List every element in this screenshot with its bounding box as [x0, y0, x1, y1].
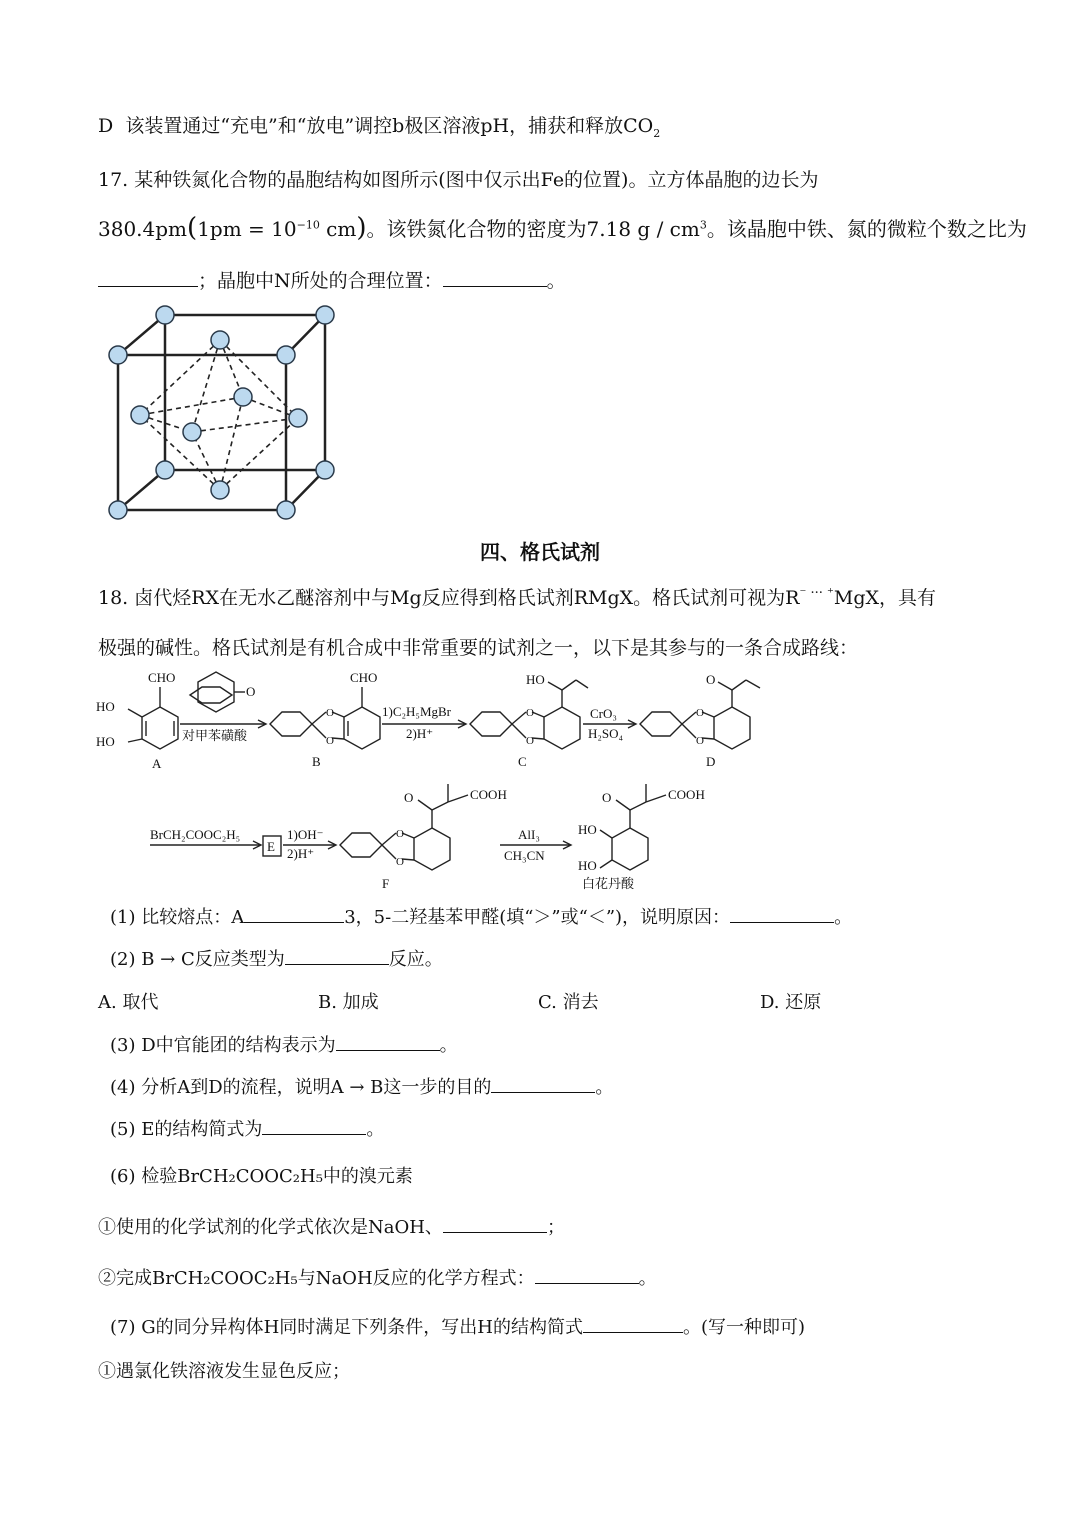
svg-text:2)H⁺: 2)H⁺	[406, 726, 434, 741]
fe-atom	[277, 346, 295, 364]
option-d-line: D 该装置通过“充电”和“放电”调控b极区溶液pH，捕获和释放$CO_2$	[98, 115, 661, 140]
svg-text:O: O	[246, 684, 256, 699]
fe-atom	[316, 461, 334, 479]
fe-atom	[183, 423, 201, 441]
q18-intro-line2: 极强的碱性。格氏试剂是有机合成中非常重要的试剂之一，以下是其参与的一条合成路线：	[98, 637, 859, 659]
option-d-text: 该装置通过“充电”和“放电”调控b极区溶液pH，捕获和释放CO	[125, 115, 654, 137]
fe-atom	[289, 409, 307, 427]
q18-part6-item2: ②完成BrCH₂COOC₂H₅与NaOH反应的化学方程式： 。	[98, 1265, 657, 1291]
svg-text:E: E	[267, 839, 275, 854]
svg-text:H₂SO₄: H₂SO₄	[588, 726, 624, 741]
answer-blank[interactable]	[443, 268, 547, 287]
fe-atom	[234, 388, 252, 406]
svg-text:C: C	[518, 754, 527, 769]
q18-part2: (2) B → C反应类型为 反应。	[110, 946, 443, 972]
fe-atom	[211, 331, 229, 349]
answer-blank[interactable]	[535, 1265, 639, 1284]
svg-text:AlI₃: AlI₃	[518, 827, 540, 842]
answer-blank[interactable]	[443, 1214, 547, 1233]
q18-part6-item1: ①使用的化学试剂的化学式依次是NaOH、 ；	[98, 1214, 565, 1240]
q18-part3: (3) D中官能团的结构表示为 。	[110, 1032, 458, 1058]
svg-text:HO: HO	[96, 734, 115, 749]
svg-text:BrCH₂COOC₂H₅: BrCH₂COOC₂H₅	[150, 827, 241, 842]
fe-atom	[277, 501, 295, 519]
crystal-cell-figure	[100, 300, 350, 525]
svg-text:COOH: COOH	[668, 787, 705, 802]
svg-text:F: F	[382, 876, 390, 891]
q18-part5: (5) E的结构简式为 。	[110, 1116, 384, 1142]
q17-line2: $380.4pm(1pm = 10^{-10}$ cm)。该铁氮化合物的密度为7.18 g / $cm^3$。该晶胞中铁、氮的微粒个数之比为	[98, 213, 1027, 243]
svg-text:COOH: COOH	[470, 787, 507, 802]
svg-text:HO: HO	[526, 672, 545, 687]
option-b[interactable]: B. 加成	[318, 992, 379, 1013]
svg-text:CHO: CHO	[350, 670, 378, 685]
answer-blank[interactable]	[285, 946, 389, 965]
q18-condition1: ①遇氯化铁溶液发生显色反应；	[98, 1361, 350, 1382]
svg-text:1)OH⁻: 1)OH⁻	[287, 827, 324, 842]
svg-text:O: O	[326, 707, 334, 719]
answer-blank[interactable]	[491, 1074, 595, 1093]
synthesis-scheme	[90, 662, 990, 897]
svg-text:O: O	[326, 735, 334, 747]
fe-atom	[109, 346, 127, 364]
section-title: 四、格氏试剂	[480, 540, 600, 564]
answer-blank[interactable]	[244, 904, 344, 923]
svg-text:对甲苯磺酸: 对甲苯磺酸	[182, 728, 248, 743]
svg-text:O: O	[396, 856, 404, 868]
answer-blank[interactable]	[336, 1032, 440, 1051]
answer-blank[interactable]	[262, 1116, 366, 1135]
option-d[interactable]: D. 还原	[760, 992, 822, 1013]
fe-atom	[211, 481, 229, 499]
answer-blank[interactable]	[98, 268, 198, 287]
q17-line3: ；晶胞中N所处的合理位置： 。	[98, 268, 566, 293]
svg-text:CrO₃: CrO₃	[590, 706, 617, 721]
q17-line1: 17. 某种铁氮化合物的晶胞结构如图所示(图中仅示出Fe的位置)。立方体晶胞的边长为	[98, 169, 819, 191]
svg-text:O: O	[602, 790, 612, 805]
svg-text:A: A	[152, 756, 162, 771]
option-a[interactable]: A. 取代	[98, 992, 159, 1013]
svg-text:1)C₂H₅MgBr: 1)C₂H₅MgBr	[382, 704, 452, 719]
svg-text:O: O	[396, 828, 404, 840]
svg-text:2)H⁺: 2)H⁺	[287, 846, 315, 861]
svg-text:D: D	[706, 754, 716, 769]
q18-intro-line1: 18. 卤代烃RX在无水乙醚溶剂中与Mg反应得到格氏试剂RMgX。格氏试剂可视为R⁻ ··· ⁺MgX，具有	[98, 585, 937, 609]
svg-text:CHO: CHO	[148, 670, 176, 685]
svg-text:B: B	[312, 754, 321, 769]
option-c[interactable]: C. 消去	[538, 992, 599, 1013]
fe-atom	[316, 306, 334, 324]
answer-blank[interactable]	[730, 904, 834, 923]
fe-atom	[131, 406, 149, 424]
svg-text:O: O	[696, 707, 704, 719]
fe-atom	[156, 461, 174, 479]
q18-part6: (6) 检验BrCH₂COOC₂H₅中的溴元素	[110, 1166, 413, 1187]
svg-text:O: O	[526, 735, 534, 747]
q18-part1: (1) 比较熔点：A 3，5-二羟基苯甲醛(填“＞”或“＜”)，说明原因： 。	[110, 904, 852, 930]
q18-part7: (7) G的同分异构体H同时满足下列条件，写出H的结构简式 。(写一种即可)	[110, 1314, 805, 1340]
q18-part4: (4) 分析A到D的流程，说明A → B这一步的目的 。	[110, 1074, 613, 1100]
fe-atom	[109, 501, 127, 519]
svg-text:HO: HO	[96, 699, 115, 714]
svg-text:O: O	[404, 790, 414, 805]
svg-text:HO: HO	[578, 858, 597, 873]
svg-text:O: O	[706, 672, 716, 687]
benzene-ring-a	[142, 707, 178, 749]
answer-blank[interactable]	[583, 1314, 683, 1333]
fe-atom	[156, 306, 174, 324]
svg-text:O: O	[696, 735, 704, 747]
svg-text:白花丹酸: 白花丹酸	[582, 876, 635, 891]
svg-text:O: O	[526, 707, 534, 719]
svg-text:CH₃CN: CH₃CN	[504, 848, 545, 863]
option-d-label: D	[98, 115, 114, 137]
svg-text:HO: HO	[578, 822, 597, 837]
